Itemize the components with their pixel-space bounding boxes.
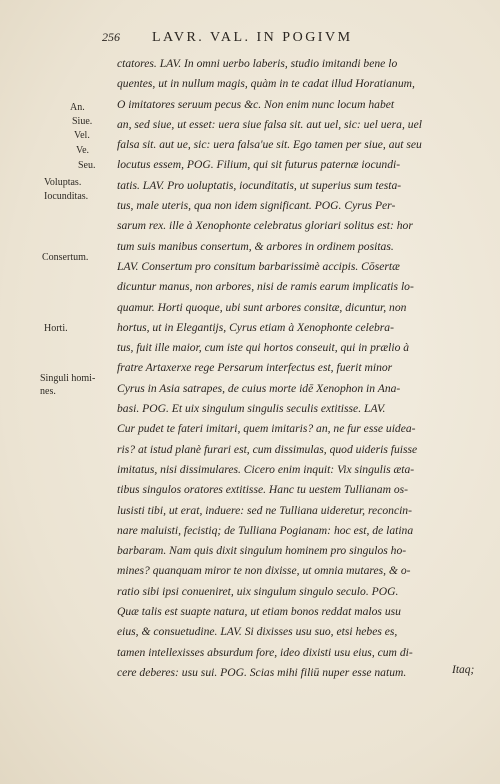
text-line: eius, & consuetudine. LAV. Si dixisses usu suo, etsi hebes es, [117, 625, 398, 639]
text-line: Cur pudet te fateri imitari, quem imitaris? an, ne fur esse uidea- [117, 422, 416, 436]
text-line: ris? at istud planè furari est, cum dissimulas, quod uideris fuisse [117, 442, 418, 456]
text-line: basi. POG. Et uix singulum singulis seculis extitisse. LAV. [117, 402, 386, 416]
page-header [102, 30, 482, 46]
margin-note-voluptas: Voluptas. [44, 177, 82, 188]
margin-note-horti: Horti. [44, 323, 68, 334]
text-line: quentes, ut in nullum magis, quàm in te cadat illud Horatianum, [117, 77, 415, 91]
text-line: dicuntur manus, non arbores, nisi de ramis earum implicatis lo- [117, 280, 414, 294]
margin-note-siue: Siue. [72, 116, 93, 127]
text-line: falsa sit. aut ue, sic: uera falsa'ue sit. Ego tamen per siue, aut seu [117, 138, 422, 152]
margin-note-consertum: Consertum. [42, 252, 89, 263]
text-line: tamen intellexisses absurdum fore, ideo dixisti usu eius, cum di- [117, 645, 413, 659]
catchword: Itaq; [452, 664, 475, 676]
text-line: locutus essem, POG. Filium, qui sit futurus paternæ iocundi- [117, 158, 401, 172]
text-line: ctatores. LAV. In omni uerbo laberis, studio imitandi bene lo [117, 57, 398, 70]
page-number: 256 [102, 30, 120, 44]
margin-note-iocunditas: Iocunditas. [44, 191, 89, 202]
text-line: tus, male uteris, qua non idem significant. POG. Cyrus Per- [117, 199, 396, 213]
text-line: imitatus, nisi dissimulares. Cicero enim inquit: Vix singulis æta- [117, 462, 415, 476]
text-line: Cyrus in Asia satrapes, de cuius morte idē Xenophon in Ana- [117, 381, 401, 395]
margin-note-seu: Seu. [78, 160, 96, 171]
margin-note-ve: Ve. [76, 145, 90, 156]
body-text [117, 54, 479, 683]
text-line: ratio sibi ipsi conueniret, uix singulum singulo seculo. POG. [117, 584, 399, 598]
text-line: O imitatores seruum pecus &c. Non enim nunc locum habet [117, 97, 395, 111]
text-line: nare maluisti, fecistiq; de Tulliana Pogianam: hoc est, de latina [117, 523, 414, 537]
margin-note-singuli-homines: Singuli homi- [40, 373, 96, 384]
text-line: quamur. Horti quoque, ubi sunt arbores consitæ, dicuntur, non [117, 300, 407, 314]
text-line: cere deberes: usu sui. POG. Scias mihi filiū nuper esse natum. [117, 665, 407, 679]
text-line: tum suis manibus consertum, & arbores in ordinem positas. [117, 239, 394, 253]
text-line: tus, fuit ille maior, cum iste qui hortos conseuit, qui in prælio à [117, 341, 410, 355]
text-line: LAV. Consertum pro consitum barbarissimè accipis. Cōsertæ [117, 259, 400, 273]
text-line: Quæ talis est suapte natura, ut etiam bonos reddat malos usu [117, 605, 401, 619]
text-line: an, sed siue, ut esset: uera siue falsa sit. aut uel, sic: uel uera, uel [117, 117, 422, 131]
text-line: mines? quanquam miror te non dixisse, ut omnia mutares, & o- [117, 564, 411, 578]
text-line: barbaram. Nam quis dixit singulum hominem pro singulos ho- [117, 544, 407, 558]
text-line: tatis. LAV. Pro uoluptatis, iocunditatis, ut superius sum testa- [117, 178, 402, 192]
margin-note-vel: Vel. [74, 130, 90, 141]
text-line: sarum rex. ille à Xenophonte celebratus gloriari solitus est: hor [117, 219, 413, 233]
margin-note-nes: nes. [40, 386, 56, 397]
text-line: lusisti tibi, ut erat, induere: sed ne Tulliana uideretur, reconcin- [117, 503, 412, 517]
running-title: LAVR. VAL. IN POGIVM [152, 30, 353, 45]
margin-note-an: An. [70, 102, 85, 113]
text-line: hortus, ut in Elegantijs, Cyrus etiam à Xenophonte celebra- [117, 320, 394, 334]
text-line: fratre Artaxerxe rege Persarum interfectus est, fuerit minor [117, 361, 393, 375]
text-line: tibus singulos oratores extitisse. Hanc tu uestem Tullianam os- [117, 483, 409, 497]
